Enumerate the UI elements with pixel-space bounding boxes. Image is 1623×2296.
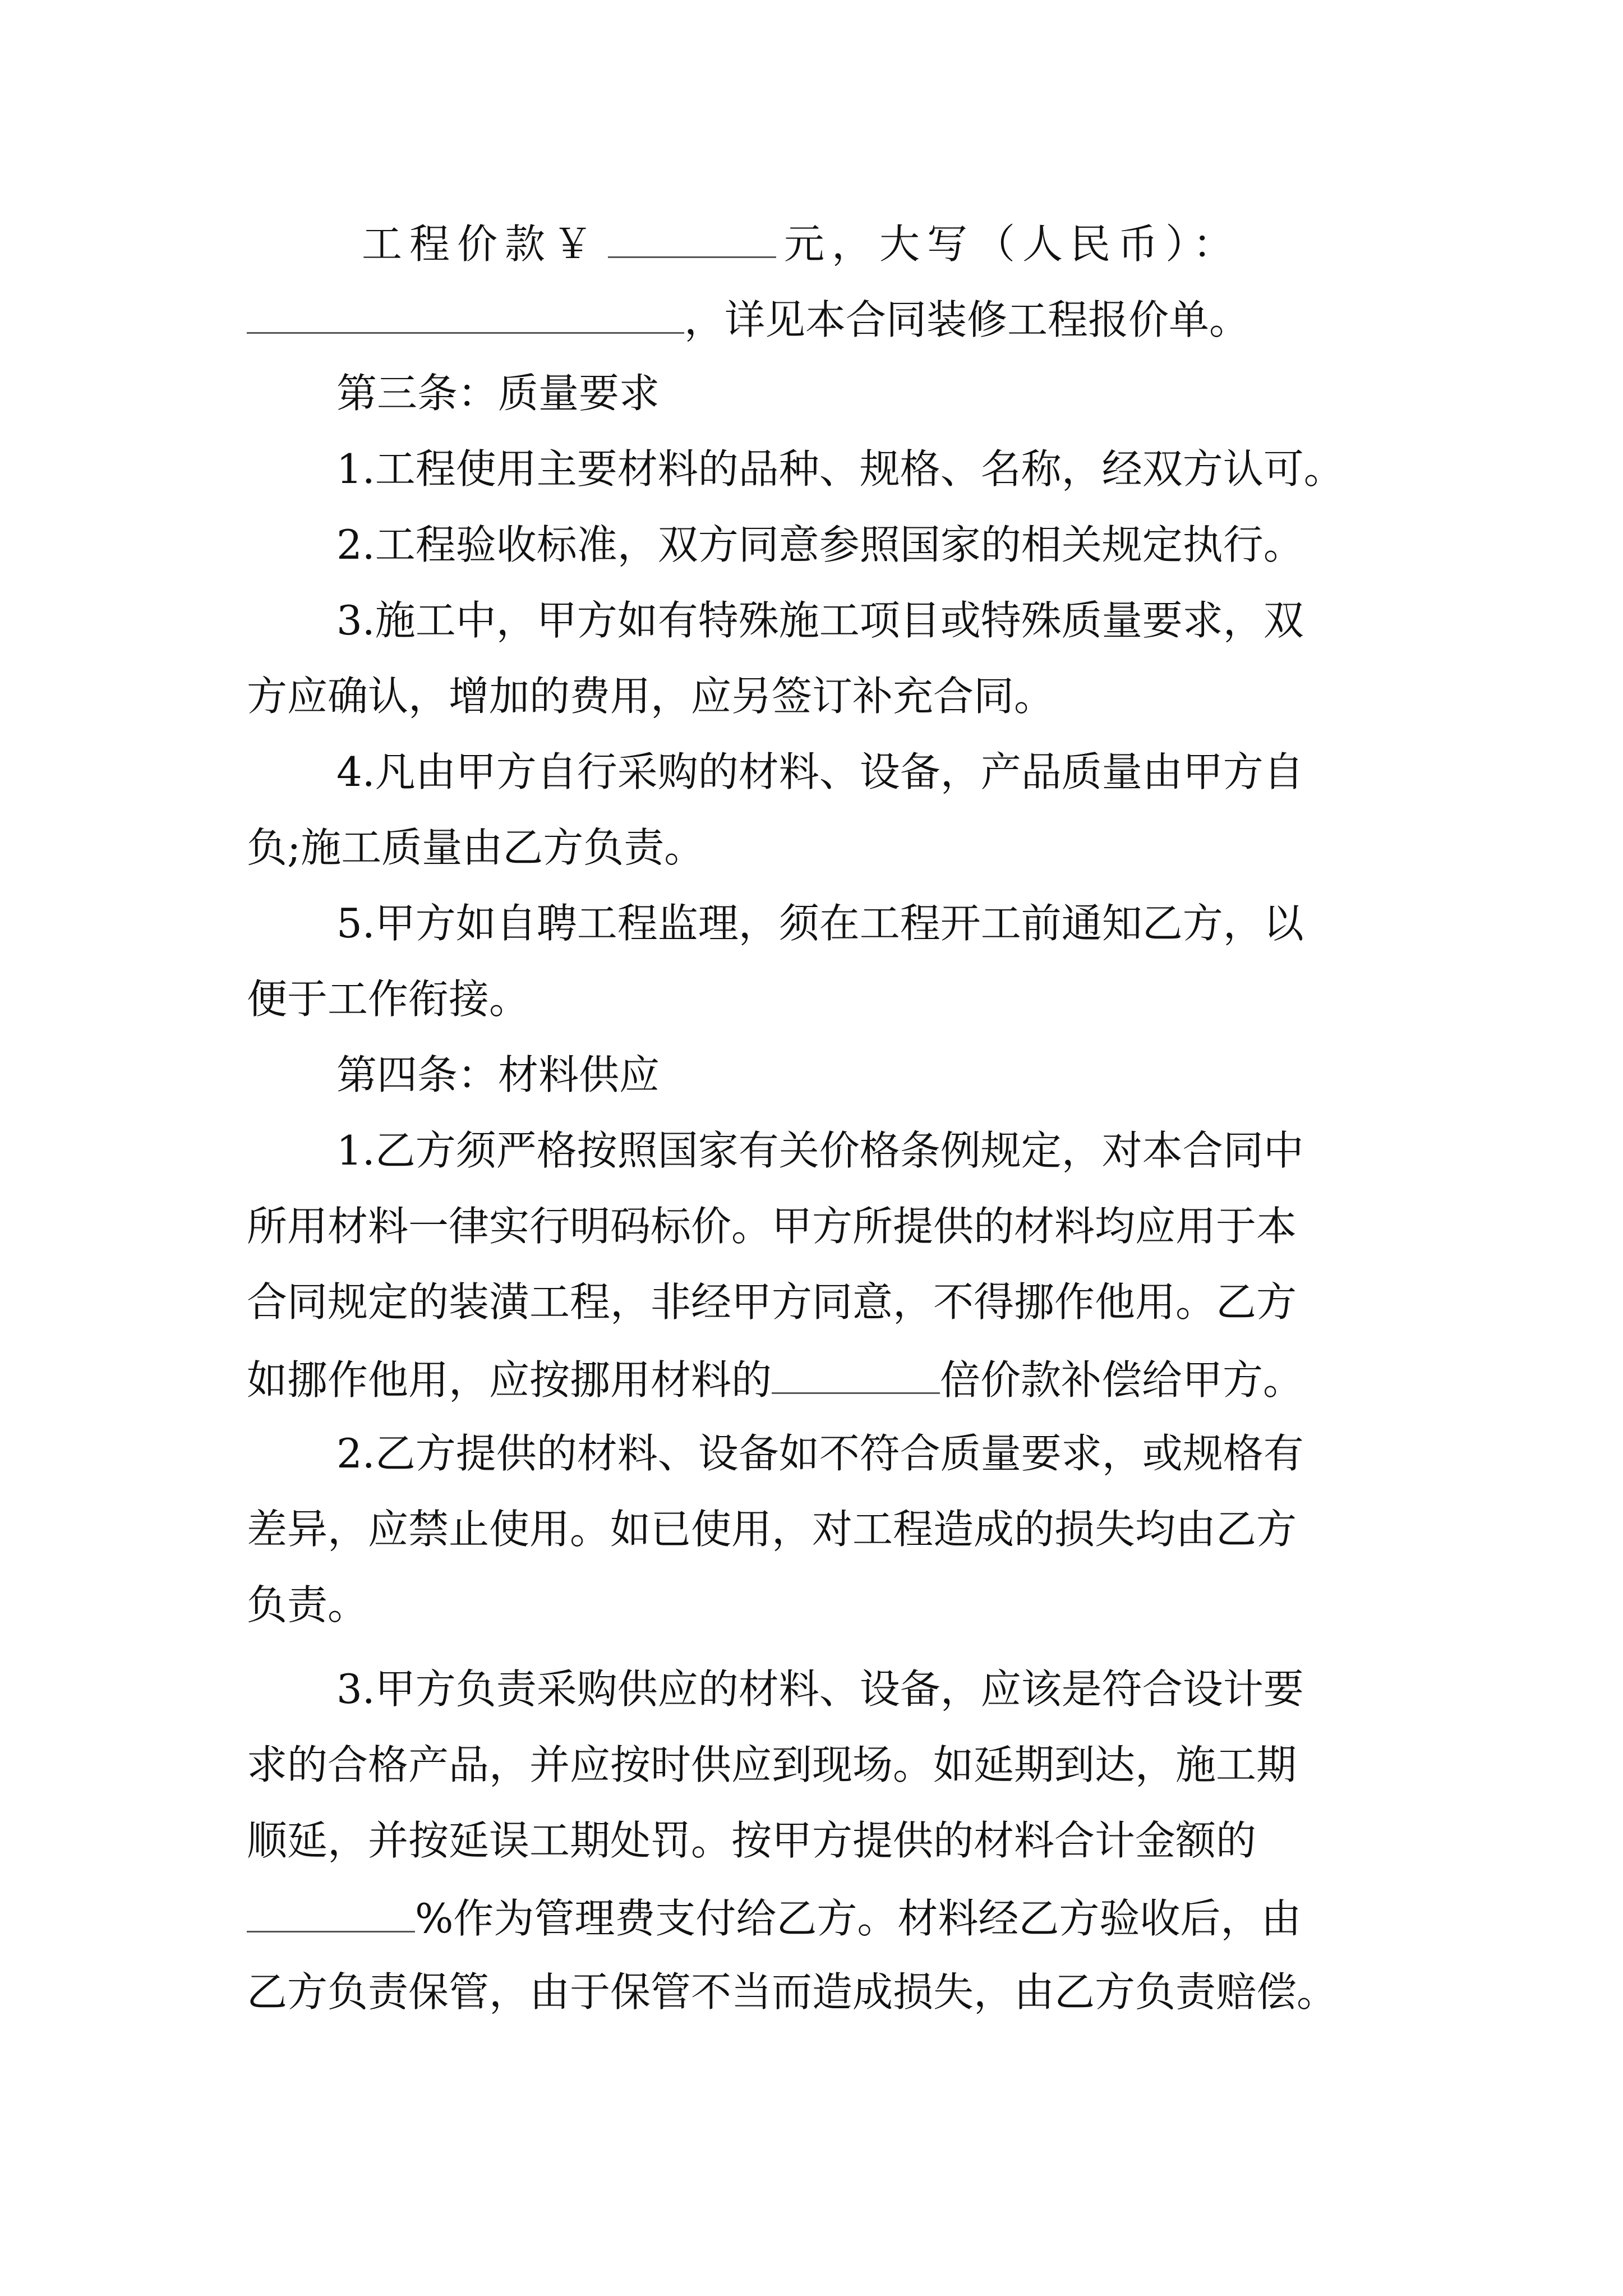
article-3-item-3: 3.施工中，甲方如有特殊施工项目或特殊质量要求，双 — [336, 597, 1304, 644]
price-capital-line — [247, 296, 1391, 343]
article-3-item-2: 2.工程验收标准，双方同意参照国家的相关规定执行。 — [336, 521, 1304, 568]
price-label: 工程价款￥ — [362, 220, 601, 268]
price-line — [362, 220, 1506, 268]
price-capital-text: ，详见本合同装修工程报价单。 — [684, 296, 1250, 343]
article-3-item-4: 4.凡由甲方自行采购的材料、设备，产品质量由甲方自 — [336, 748, 1304, 795]
price-amount-blank[interactable] — [608, 222, 776, 258]
article-4-item-3-cont-3 — [247, 1895, 1391, 1942]
article-3-item-1: 1.工程使用主要材料的品种、规格、名称，经双方认可。 — [336, 445, 1344, 493]
management-fee-text: %作为管理费支付给乙方。材料经乙方验收后，由 — [415, 1895, 1302, 1942]
price-capital-label: 元，大写（人民币）： — [784, 220, 1241, 268]
price-capital-blank[interactable] — [247, 297, 684, 334]
misuse-text: 如挪作他用，应按挪用材料的 — [247, 1356, 772, 1404]
article-4-item-1-cont-1: 所用材料一律实行明码标价。甲方所提供的材料均应用于本 — [247, 1203, 1297, 1250]
article-4-item-1-cont-2: 合同规定的装潢工程，非经甲方同意，不得挪作他用。乙方 — [247, 1278, 1297, 1326]
article-4-item-2-cont-2: 负责。 — [247, 1581, 368, 1628]
article-4-item-3-cont-2: 顺延，并按延误工期处罚。按甲方提供的材料合计金额的 — [247, 1817, 1257, 1864]
article-4-item-1: 1.乙方须严格按照国家有关价格条例规定，对本合同中 — [336, 1127, 1304, 1174]
article-4-item-3-cont-4: 乙方负责保管，由于保管不当而造成损失，由乙方负责赔偿。 — [247, 1968, 1338, 2016]
article-4-item-2: 2.乙方提供的材料、设备如不符合质量要求，或规格有 — [336, 1430, 1304, 1477]
misuse-multiple-blank[interactable] — [772, 1358, 940, 1394]
article-4-heading: 第四条：材料供应 — [336, 1051, 660, 1098]
article-4-item-2-cont-1: 差异，应禁止使用。如已使用，对工程造成的损失均由乙方 — [247, 1506, 1297, 1553]
article-3-item-5-cont: 便于工作衔接。 — [247, 976, 530, 1023]
article-4-item-1-cont-3 — [247, 1356, 1391, 1404]
management-fee-blank[interactable] — [247, 1896, 415, 1932]
article-3-item-3-cont: 方应确认，增加的费用，应另签订补充合同。 — [247, 673, 1055, 720]
misuse-compensation-text: 倍价款补偿给甲方。 — [940, 1356, 1304, 1404]
article-3-heading: 第三条：质量要求 — [336, 370, 660, 417]
article-4-item-3-cont-1: 求的合格产品，并应按时供应到现场。如延期到达，施工期 — [247, 1741, 1297, 1788]
article-4-item-3: 3.甲方负责采购供应的材料、设备，应该是符合设计要 — [336, 1665, 1304, 1713]
article-3-item-4-cont: 负;施工质量由乙方负责。 — [247, 824, 705, 871]
article-3-item-5: 5.甲方如自聘工程监理，须在工程开工前通知乙方，以 — [336, 900, 1304, 947]
